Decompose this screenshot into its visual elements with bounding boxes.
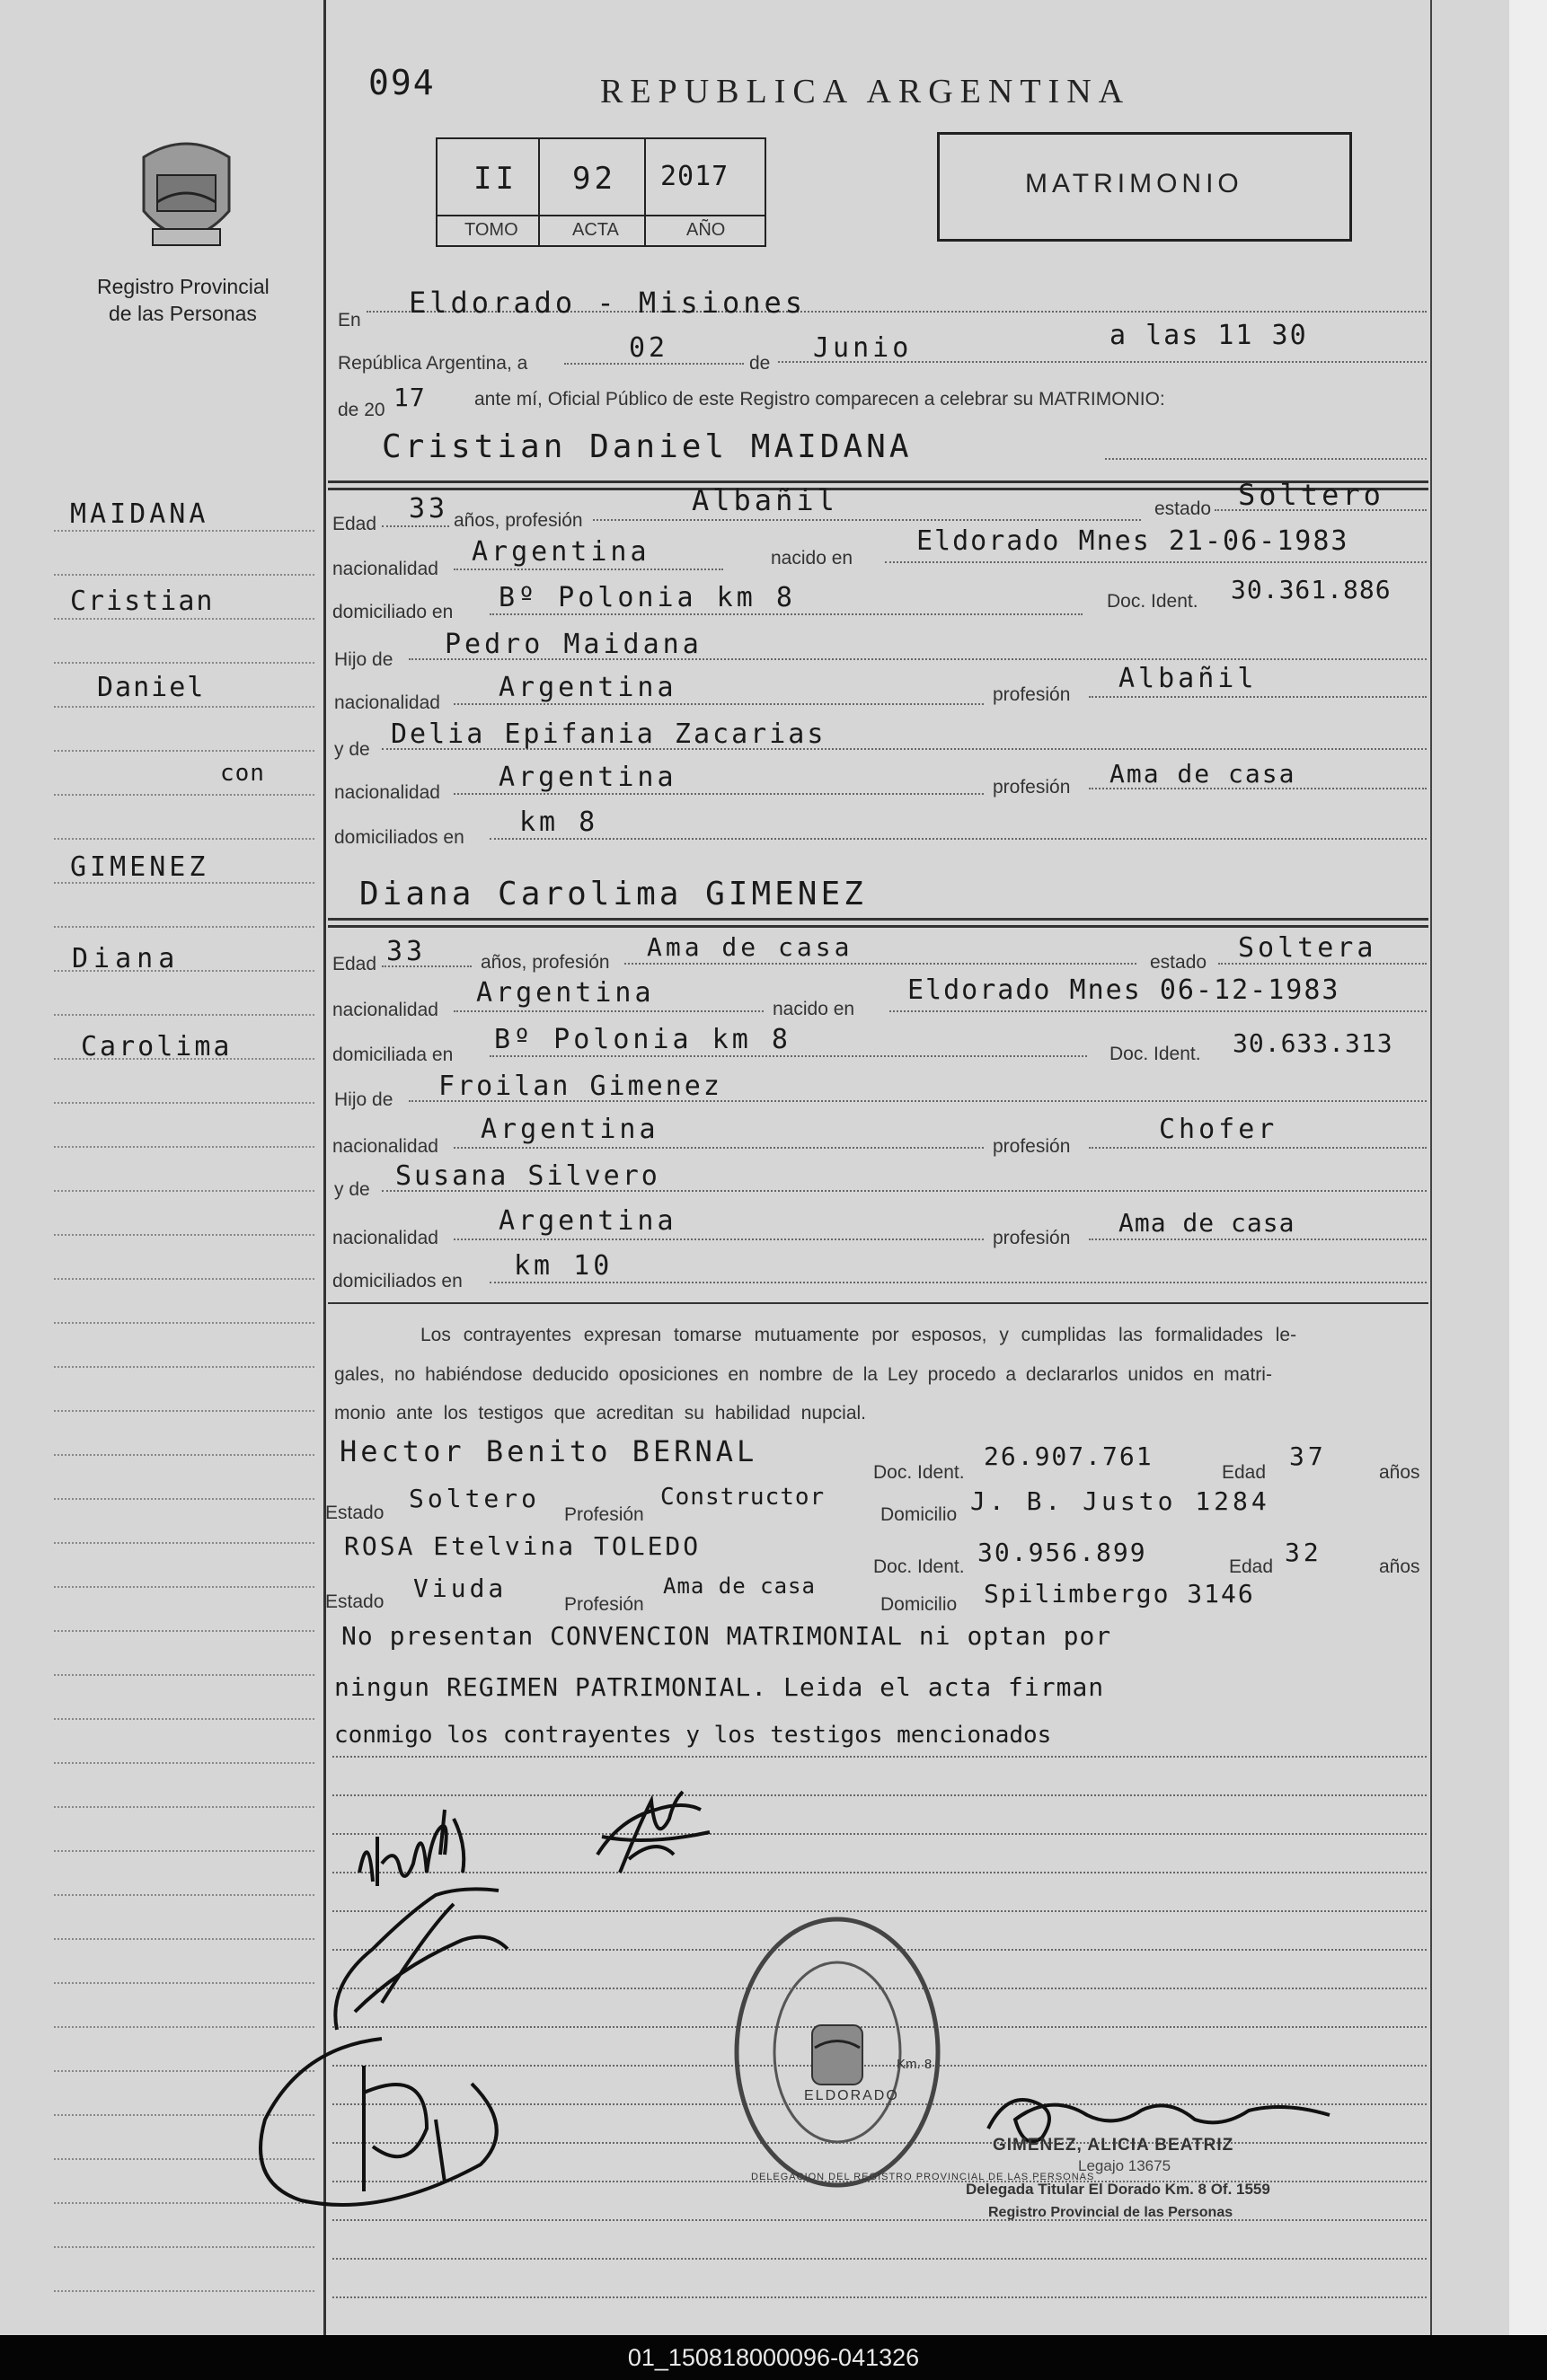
bride-profesion-label: años, profesión [481,952,610,973]
bride-estado: Soltera [1238,932,1377,964]
bride-madre: Susana Silvero [395,1160,660,1192]
officer-legajo: Legajo 13675 [1078,2157,1171,2174]
place: Eldorado - Misiones [409,286,807,320]
bride-edad: 33 [386,936,427,967]
groom-madre: Delia Epifania Zacarias [391,718,827,750]
margin-rule-line [54,1234,314,1236]
witness2-domicilio-label: Domicilio [880,1594,958,1615]
day: 02 [629,332,669,364]
margin-rule-line [54,1630,314,1632]
tomo-label: TOMO [464,220,518,240]
year-prefix: de 20 [338,400,385,420]
act-type-box [937,132,1352,242]
groom-madre-prof: Ama de casa [1109,759,1296,789]
bride-doc-label: Doc. Ident. [1109,1044,1201,1064]
bride-madre-prof-label: profesión [993,1228,1071,1248]
groom-estado: Soltero [1238,478,1384,512]
bride-doc: 30.633.313 [1233,1028,1393,1058]
margin-rule-line [54,1322,314,1324]
margin-rule-line [54,1146,314,1148]
margin-rule-line [54,1806,314,1808]
groom-padre-nac-label: nacionalidad [334,692,440,713]
witness1-domicilio-label: Domicilio [880,1504,958,1525]
seal-km: Km. 8 [897,2057,933,2072]
bride-domicilio-label: domiciliada en [332,1045,454,1065]
margin-rule-line [54,1894,314,1896]
groom-padre-prof-label: profesión [993,684,1071,705]
acta-value: 92 [572,161,616,197]
groom-padres-dom-label: domiciliados en [334,827,464,848]
volume-record-table [436,137,766,247]
groom-madre-nac: Argentina [499,762,677,793]
bride-madre-nac-label: nacionalidad [332,1228,438,1248]
signature-2 [584,1783,719,1882]
groom-doc: 30.361.886 [1231,575,1392,604]
body-rule-line [332,2219,1427,2221]
margin-rule-line [54,1982,314,1984]
bride-padre-prof: Chofer [1159,1114,1278,1145]
margin-rule-line [54,1454,314,1456]
file-id-bar [0,2335,1547,2380]
margin-note-surname-2: GIMENEZ [70,851,209,883]
margin-note-name-3: Diana [72,943,181,974]
body-rule-line [332,1756,1427,1758]
provincial-coat-of-arms-icon [135,139,238,256]
bride-full-name: Diana Carolima GIMENEZ [359,876,867,912]
time: a las 11 30 [1109,320,1308,351]
witness1-doc-label: Doc. Ident. [873,1462,965,1483]
groom-madre-prof-label: profesión [993,777,1071,798]
officer-title: Delegada Titular El Dorado Km. 8 Of. 1559 [966,2181,1270,2198]
witness1-edad-label: Edad [1222,1462,1267,1483]
note-line-2: ningun REGIMEN PATRIMONIAL. Leida el acta firman [334,1672,1105,1702]
margin-note-name-1: Cristian [70,586,215,617]
witness1-doc: 26.907.761 [984,1441,1154,1471]
bride-estado-label: estado [1150,952,1207,973]
registry-seal [729,1913,945,2191]
witness1-anios-label: años [1379,1462,1420,1483]
page-number: 094 [368,63,436,102]
groom-full-name: Cristian Daniel MAIDANA [382,428,913,465]
witness1-profesion: Constructor [660,1484,826,1511]
signature-4 [247,2012,517,2218]
bride-nacido: Eldorado Mnes 06-12-1983 [907,974,1340,1006]
bride-madre-label: y de [334,1179,370,1200]
body-rule-line [332,2258,1427,2260]
body-rule-line [332,2296,1427,2298]
bride-domicilio: Bº Polonia km 8 [494,1024,791,1055]
margin-rule-line [54,706,314,708]
bride-padres-dom: km 10 [514,1250,614,1282]
margin-note-con: con [220,760,265,787]
year-suffix: 17 [393,383,426,412]
groom-madre-nac-label: nacionalidad [334,782,440,803]
declaration-line-2: gales, no habiéndose deducido oposiciones en nombre de la Ley procedo a declararlos unidos en matri- [334,1364,1272,1385]
groom-profesion-label: años, profesión [454,510,583,531]
margin-rule-line [54,750,314,752]
margin-rule-line [54,1014,314,1016]
witness1-estado: Soltero [409,1484,541,1513]
margin-rule-line [54,1410,314,1412]
witness1-estado-label: Estado [325,1503,385,1523]
declaration-line-1: Los contrayentes expresan tomarse mutuamente por esposos, y cumplidas las formalidades le- [420,1325,1297,1345]
margin-rule-line [54,1938,314,1940]
margin-rule-line [54,618,314,620]
bride-padres-dom-label: domiciliados en [332,1271,463,1291]
margin-note-name-4: Carolima [81,1031,233,1062]
anio-value: 2017 [660,161,729,192]
groom-nacionalidad-label: nacionalidad [332,559,438,579]
registry-name-line2: de las Personas [109,302,257,325]
witness1-profesion-label: Profesión [564,1504,644,1525]
groom-madre-label: y de [334,739,370,760]
seal-city: ELDORADO [804,2088,899,2103]
witness1-name: Hector Benito BERNAL [340,1434,758,1468]
margin-rule-line [54,838,314,840]
margin-rule-line [54,1190,314,1192]
month: Junio [813,332,913,364]
witness2-profesion: Ama de casa [663,1573,816,1599]
note-line-1: No presentan CONVENCION MATRIMONIAL ni optan por [341,1621,1112,1651]
right-border [1430,0,1432,2335]
republica-label: República Argentina, a [338,353,528,374]
margin-rule-line [54,530,314,532]
witness2-anios-label: años [1379,1556,1420,1577]
file-id: 01_150818000096-041326 [627,2344,920,2371]
bride-nacido-label: nacido en [773,999,855,1019]
bride-nacionalidad-label: nacionalidad [332,1000,438,1020]
groom-padre-prof: Albañil [1118,663,1258,694]
groom-doc-label: Doc. Ident. [1107,591,1198,612]
margin-rule-line [54,1718,314,1720]
officer-registry: Registro Provincial de las Personas [988,2205,1233,2220]
witness2-name: ROSA Etelvina TOLEDO [344,1531,702,1561]
witness2-doc-label: Doc. Ident. [873,1556,965,1577]
groom-domicilio-label: domiciliado en [332,602,454,622]
bride-nacionalidad: Argentina [476,977,655,1009]
act-type: MATRIMONIO [1025,169,1243,198]
bride-madre-prof: Ama de casa [1118,1208,1295,1238]
margin-rule-line [54,794,314,796]
margin-rule-line [54,1498,314,1500]
witness2-estado-label: Estado [325,1591,385,1612]
margin-rule-line [54,926,314,928]
groom-nacido: Eldorado Mnes 21-06-1983 [916,525,1349,557]
margin-rule-line [54,1102,314,1104]
margin-rule-line [54,574,314,576]
groom-estado-label: estado [1154,498,1212,519]
body-rule-line [332,1794,1427,1796]
witness1-domicilio: J. B. Justo 1284 [970,1486,1270,1516]
margin-rule-line [54,1586,314,1588]
margin-rule-line [54,1366,314,1368]
margin-rule-line [54,1850,314,1852]
margin-rule-line [54,662,314,664]
witness2-doc: 30.956.899 [977,1538,1147,1567]
witness2-edad-label: Edad [1229,1556,1274,1577]
witness2-profesion-label: Profesión [564,1594,644,1615]
de-label: de [749,353,771,374]
registry-name-line1: Registro Provincial [97,275,270,298]
groom-domicilio: Bº Polonia km 8 [499,582,796,613]
body-rule-line [332,1872,1427,1873]
groom-padres-dom: km 8 [519,807,599,838]
groom-padre-nac: Argentina [499,672,677,703]
groom-profesion: Albañil [692,483,838,517]
bride-edad-label: Edad [332,954,377,974]
groom-padre-label: Hijo de [334,649,393,670]
margin-rule-line [54,2246,314,2248]
margin-rule-line [54,1674,314,1676]
bride-padre: Froilan Gimenez [438,1071,722,1102]
acta-label: ACTA [572,220,619,240]
bride-padre-label: Hijo de [334,1089,393,1110]
bride-madre-nac: Argentina [499,1205,677,1237]
country-title: REPUBLICA ARGENTINA [600,73,1131,110]
groom-edad-label: Edad [332,514,377,534]
bride-padre-nac: Argentina [481,1114,659,1145]
margin-rule-line [54,1762,314,1764]
note-line-3: conmigo los contrayentes y los testigos mencionados [334,1722,1052,1749]
groom-edad: 33 [409,493,449,524]
groom-padre: Pedro Maidana [445,629,703,660]
witness2-estado: Viuda [413,1573,508,1603]
margin-note-surname-1: MAIDANA [70,498,209,530]
binding-edge [1509,0,1547,2335]
margin-rule-line [54,1278,314,1280]
witness1-edad: 37 [1289,1441,1327,1471]
seal-text: DELEGACION DEL REGISTRO PROVINCIAL DE LAS PERSONAS [751,2172,1095,2182]
tomo-value: II [473,161,517,197]
groom-nacionalidad: Argentina [472,536,650,568]
preamble-text: ante mí, Oficial Público de este Registro comparecen a celebrar su MATRIMONIO: [474,389,1165,410]
witness2-edad: 32 [1285,1538,1322,1567]
bride-profesion: Ama de casa [647,932,853,962]
officer-name: GIMENEZ, ALICIA BEATRIZ [993,2136,1234,2155]
body-rule-line [332,1833,1427,1835]
en-label: En [338,310,361,331]
bride-padre-nac-label: nacionalidad [332,1136,438,1157]
margin-note-name-2: Daniel [97,672,206,703]
margin-rule-line [54,2290,314,2292]
anio-label: AÑO [686,220,726,240]
groom-nacido-label: nacido en [771,548,853,569]
bride-padre-prof-label: profesión [993,1136,1071,1157]
declaration-line-3: monio ante los testigos que acreditan su habilidad nupcial. [334,1403,867,1424]
witness2-domicilio: Spilimbergo 3146 [984,1579,1255,1609]
margin-rule-line [54,1542,314,1544]
